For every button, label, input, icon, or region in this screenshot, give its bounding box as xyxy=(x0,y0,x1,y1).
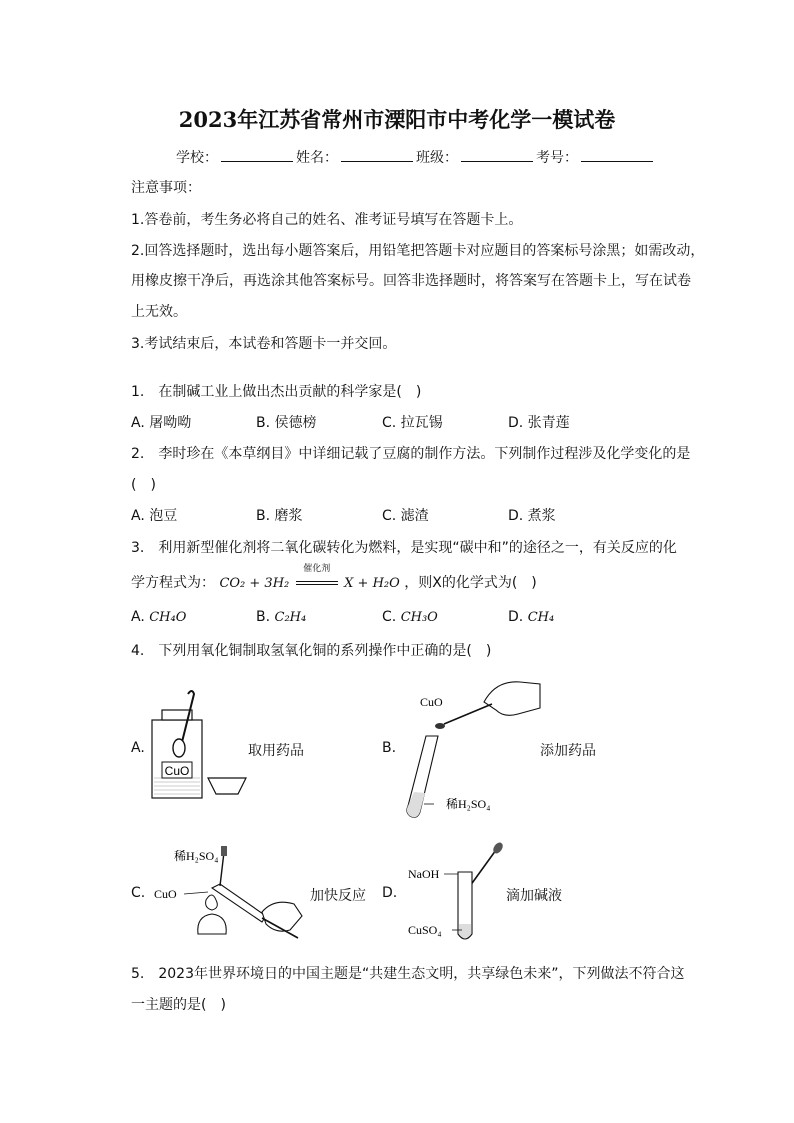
school-blank xyxy=(221,148,293,162)
evaporating-dish xyxy=(208,778,246,794)
q3-option-c xyxy=(382,609,438,625)
q3-equal-sign xyxy=(296,581,338,585)
q2-option-b: B. 磨浆 xyxy=(256,508,303,524)
q4-option-b-figure xyxy=(400,674,545,824)
page-title: 2023年江苏省常州市溧阳市中考化学一模试卷 xyxy=(178,107,616,132)
q4-stem: 4. 下列用氧化铜制取氢氧化铜的系列操作中正确的是( ) xyxy=(131,643,492,659)
q3-option-c-formula: CH₃O xyxy=(400,610,438,625)
q4-option-c-letter: C. xyxy=(131,885,146,901)
q5-stem-line1: 5. 2023年世界环境日的中国主题是“共建生态文明，共享绿色未来”，下列做法不符合这 xyxy=(131,966,685,982)
class-blank xyxy=(461,148,533,162)
q3-stem-line1: 3. 利用新型催化剂将二氧化碳转化为燃料，是实现“碳中和”的途径之一，有关反应的化 xyxy=(131,540,677,556)
q4-option-b-text: 添加药品 xyxy=(540,743,596,759)
q3-stem-line2 xyxy=(131,564,537,592)
q3-option-b-letter: B. xyxy=(256,609,271,625)
flame-icon xyxy=(206,895,218,910)
student-info-line xyxy=(176,147,656,167)
class-label: 班级： xyxy=(416,150,458,166)
q3-option-a-letter: A. xyxy=(131,609,145,625)
q4-option-d-letter: D. xyxy=(382,885,398,901)
c-hand-icon xyxy=(262,902,302,931)
hand-icon xyxy=(484,682,540,716)
c-pointer-line xyxy=(184,892,208,894)
q3-catalyst-label: 催化剂 xyxy=(303,564,331,574)
spatula-tip xyxy=(435,723,445,729)
notice-heading: 注意事项： xyxy=(131,180,201,196)
q2-option-c: C. 滤渣 xyxy=(382,508,429,524)
spoon-bowl xyxy=(173,739,185,757)
q3-stem-prefix: 学方程式为： xyxy=(131,575,215,591)
notice-item-2a: 2.回答选择题时，选出每小题答案后，用铅笔把答题卡对应题目的答案标号涂黑；如需改动， xyxy=(131,243,705,259)
q5-stem-line2: 一主题的是( ) xyxy=(131,997,226,1013)
q3-option-b xyxy=(256,609,306,625)
c-dropper-bulb xyxy=(221,846,227,856)
bottle-label: CuO xyxy=(164,764,190,778)
q2-option-d: D. 煮浆 xyxy=(508,508,556,524)
notice-item-2b: 用橡皮擦干净后，再选涂其他答案标号。回答非选择题时，将答案写在答题卡上，写在试卷 xyxy=(131,273,691,289)
b-acid-label: 稀H₂SO₄ xyxy=(446,797,491,811)
q2-stem-line2: ( ) xyxy=(131,477,156,493)
q2-option-a: A. 泡豆 xyxy=(131,508,178,524)
q3-option-d-formula: CH₄ xyxy=(527,610,555,625)
q3-option-a xyxy=(131,609,186,625)
q3-equation-right: X + H₂O xyxy=(344,576,400,591)
q1-option-c: C. 拉瓦锡 xyxy=(382,415,443,431)
q4-option-a-text: 取用药品 xyxy=(248,743,304,759)
q3-option-a-formula: CH₄O xyxy=(149,610,187,625)
q3-equation-arrow xyxy=(294,564,340,591)
q4-option-d-figure xyxy=(404,842,512,946)
q1-option-d: D. 张青莲 xyxy=(508,415,570,431)
q1-stem: 1. 在制碱工业上做出杰出贡献的科学家是( ) xyxy=(131,384,422,400)
school-label: 学校： xyxy=(176,150,218,166)
q4-option-a-letter: A. xyxy=(131,740,145,756)
q3-option-d xyxy=(508,609,554,625)
q1-option-a: A. 屠呦呦 xyxy=(131,415,192,431)
d-naoh-label: NaOH xyxy=(408,867,440,881)
q4-option-c-text: 加快反应 xyxy=(310,888,366,904)
q4-option-b-letter: B. xyxy=(382,740,397,756)
q3-option-c-letter: C. xyxy=(382,609,397,625)
c-cuo-label: CuO xyxy=(154,887,177,901)
spatula xyxy=(444,704,492,724)
q3-stem-suffix: ，则X的化学式为( ) xyxy=(404,575,537,591)
name-blank xyxy=(341,148,413,162)
q4-option-d-text: 滴加碱液 xyxy=(506,888,562,904)
d-tube-liquid xyxy=(459,924,471,938)
q2-stem-line1: 2. 李时珍在《本草纲目》中详细记载了豆腐的制作方法。下列制作过程涉及化学变化的是 xyxy=(131,446,691,462)
exam-no-blank xyxy=(581,148,653,162)
q3-equation-left: CO₂ + 3H₂ xyxy=(219,576,290,591)
notice-item-3: 3.考试结束后，本试卷和答题卡一并交回。 xyxy=(131,336,397,352)
q4-option-c-figure xyxy=(150,842,310,942)
d-cuso4-label: CuSO₄ xyxy=(408,923,442,937)
c-acid-label: 稀H₂SO₄ xyxy=(174,849,219,863)
notice-item-2c: 上无效。 xyxy=(131,304,187,320)
d-dropper xyxy=(470,850,496,886)
b-cuo-label: CuO xyxy=(420,695,443,709)
q4-option-a-figure xyxy=(148,688,252,804)
exam-no-label: 考号： xyxy=(536,150,578,166)
name-label: 姓名： xyxy=(296,150,338,166)
q3-option-b-formula: C₂H₄ xyxy=(274,610,307,625)
q1-option-b: B. 侯德榜 xyxy=(256,415,317,431)
q3-option-d-letter: D. xyxy=(508,609,524,625)
notice-item-1: 1.答卷前，考生务必将自己的姓名、准考证号填写在答题卡上。 xyxy=(131,212,523,228)
alcohol-lamp xyxy=(198,914,226,934)
c-dropper xyxy=(220,852,224,886)
